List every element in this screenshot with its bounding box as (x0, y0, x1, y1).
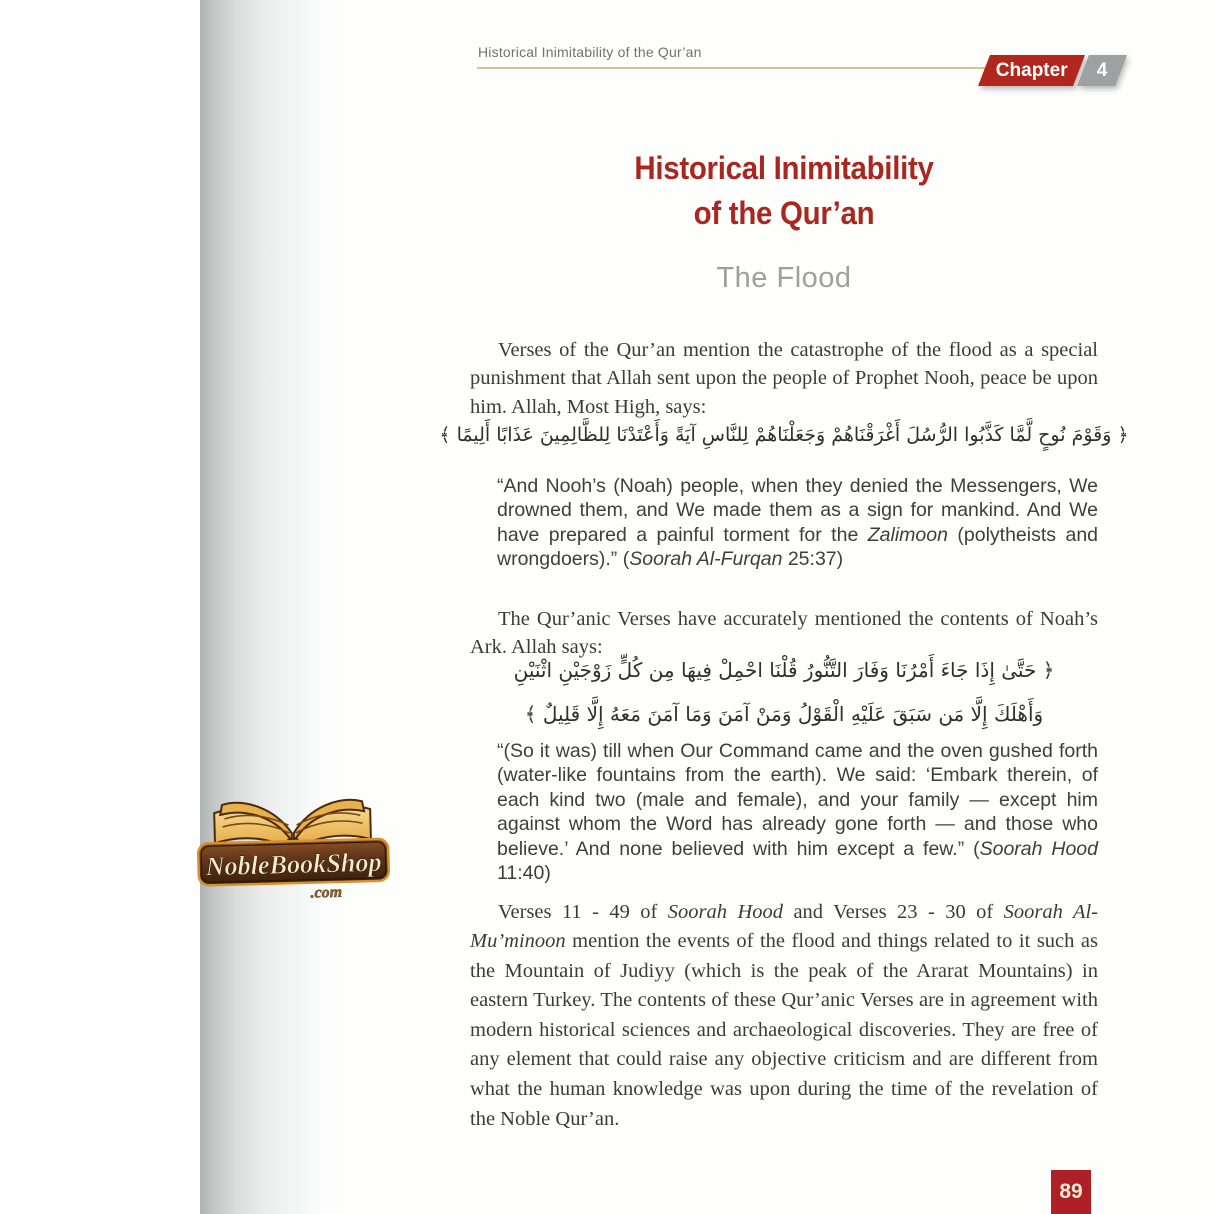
header-rule (477, 67, 993, 69)
arabic-verse-hood-line1: ﴿ حَتَّىٰ إِذَا جَاءَ أَمْرُنَا وَفَارَ التَّنُّورُ قُلْنَا احْمِلْ فِيهَا مِن كُلٍّ زَوْجَيْنِ اثْنَيْنِ (513, 658, 1055, 682)
watermark-suffix-text: .com (310, 883, 343, 902)
page-title (495, 146, 1073, 236)
chapter-badge-label: Chapter (978, 55, 1085, 86)
arabic-verse-hood-line2: وَأَهْلَكَ إِلَّا مَن سَبَقَ عَلَيْهِ الْقَوْلُ وَمَنْ آمَنَ وَمَا آمَنَ مَعَهُ إِلَّا قَلِيلٌ ﴾ (524, 702, 1044, 726)
arabic-verse-hood (430, 648, 1138, 736)
page-title-line1: Historical Inimitability (634, 150, 934, 186)
page-title-line2: of the Qur’an (693, 195, 875, 231)
chapter-badge (984, 55, 1121, 86)
book-page (200, 0, 1214, 1214)
page-spine-shadow (200, 0, 350, 1214)
section-title: The Flood (716, 262, 852, 294)
open-book-icon (193, 776, 398, 909)
watermark-brand-text: NobleBookShop (205, 846, 388, 882)
translation-hood: “(So it was) till when Our Command came and the oven gushed forth (water-like fountains from the earth). We said: ‘Embark therein, of each kind two (male and female), and your family — except him against whom the Word has already gone forth — and those who believe.’ And none believed with him except a few.” (Soorah Hood 11:40) (497, 740, 1098, 885)
chapter-badge-number: 4 (1077, 55, 1127, 86)
noblebookshop-watermark (193, 776, 398, 909)
translation-furqan: “And Nooh’s (Noah) people, when they denied the Messengers, We drowned them, and We made them as a sign for mankind. And We have prepared a painful torment for the Zalimoon (polytheists and wrongdoers).” (Soorah Al-Furqan 25:37) (497, 475, 1099, 571)
arabic-verse-furqan: ﴿ وَقَوْمَ نُوحٍ لَّمَّا كَذَّبُوا الرُّسُلَ أَغْرَقْنَاهُمْ وَجَعَلْنَاهُمْ لِلنَّاسِ آيَةً وَأَعْتَدْنَا لِلظَّالِمِينَ عَذَابًا أَلِيمًا ﴾ (439, 424, 1129, 446)
page-number-badge: 89 (1051, 1170, 1091, 1214)
paragraph-conclusion: Verses 11 - 49 of Soorah Hood and Verses 23 - 30 of Soorah Al-Mu’minoon mention the events of the flood and things related to it such as the Mountain of Judiyy (which is the peak of the Ararat Mountains) in eastern Turkey. The contents of these Qur’anic Verses are in agreement with modern historical sciences and archaeological discoveries. They are free of any element that could raise any objective criticism and are different from what the human knowledge was upon during the time of the revelation of the Noble Qur’an. (470, 900, 1098, 1130)
running-head: Historical Inimitability of the Qur’an (478, 44, 702, 60)
paragraph-ark: The Qur’anic Verses have accurately mentioned the contents of Noah’s Ark. Allah says: (470, 607, 1098, 659)
paragraph-intro: Verses of the Qur’an mention the catastrophe of the flood as a special punishment that Allah sent upon the people of Prophet Nooh, peace be upon him. Allah, Most High, says: (470, 338, 1098, 418)
